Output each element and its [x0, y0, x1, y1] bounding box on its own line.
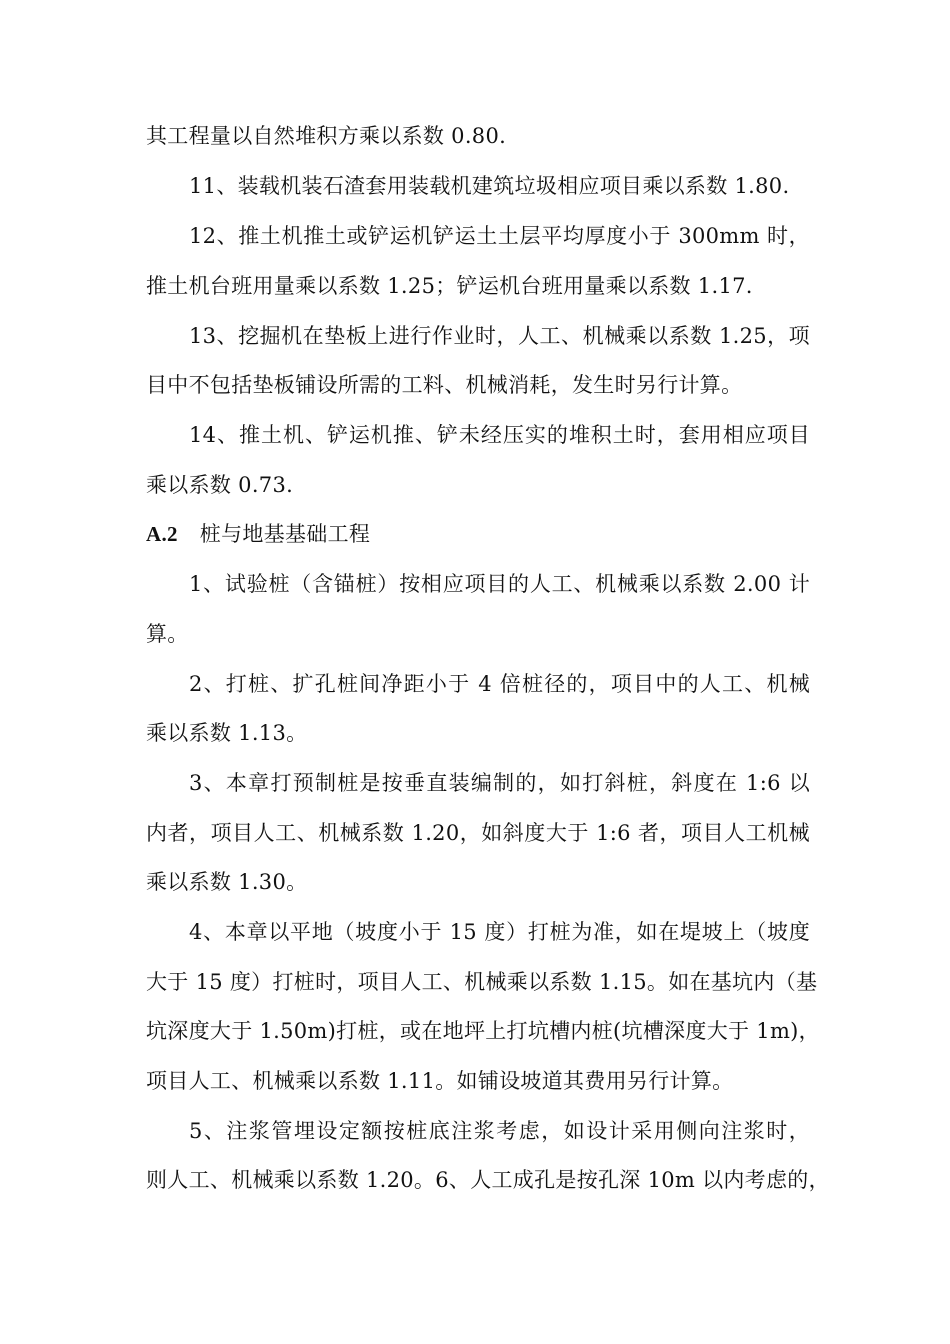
- text-line: 5、注浆管埋设定额按桩底注浆考虑，如设计采用侧向注浆时，: [189, 1119, 810, 1143]
- text-line: 则人工、机械乘以系数 1.20。6、人工成孔是按孔深 10m 以内考虑的，: [146, 1168, 830, 1192]
- text-line: 2、打桩、扩孔桩间净距小于 4 倍桩径的，项目中的人工、机械: [189, 672, 810, 696]
- text-line: 11、装载机装石渣套用装载机建筑垃圾相应项目乘以系数 1.80.: [189, 174, 790, 198]
- text-line: 14、推土机、铲运机推、铲未经压实的堆积土时，套用相应项目: [189, 423, 810, 447]
- section-title: 桩与地基基础工程: [199, 522, 371, 546]
- text-line: 算。: [146, 622, 189, 646]
- text-line: 3、本章打预制桩是按垂直装编制的，如打斜桩，斜度在 1:6 以: [189, 771, 810, 795]
- text-line: 内者，项目人工、机械系数 1.20，如斜度大于 1:6 者，项目人工机械: [146, 821, 810, 845]
- text-line: 坑深度大于 1.50m)打桩，或在地坪上打坑槽内桩(坑槽深度大于 1m)，: [146, 1019, 820, 1043]
- text-line: 4、本章以平地（坡度小于 15 度）打桩为准，如在堤坡上（坡度: [189, 920, 810, 944]
- text-line: 乘以系数 1.13。: [146, 721, 308, 745]
- text-line: 乘以系数 1.30。: [146, 870, 308, 894]
- text-line: 目中不包括垫板铺设所需的工料、机械消耗，发生时另行计算。: [146, 373, 743, 397]
- text-line: 12、推土机推土或铲运机铲运土土层平均厚度小于 300mm 时，: [189, 224, 810, 248]
- text-line: 大于 15 度）打桩时，项目人工、机械乘以系数 1.15。如在基坑内（基: [146, 970, 818, 994]
- text-line: 1、试验桩（含锚桩）按相应项目的人工、机械乘以系数 2.00 计: [189, 572, 810, 596]
- section-number: A.2: [146, 522, 178, 546]
- text-line: 项目人工、机械乘以系数 1.11。如铺设坡道其费用另行计算。: [146, 1069, 734, 1093]
- section-heading: [146, 519, 810, 549]
- text-line: 推土机台班用量乘以系数 1.25；铲运机台班用量乘以系数 1.17.: [146, 274, 753, 298]
- text-line: 13、挖掘机在垫板上进行作业时，人工、机械乘以系数 1.25，项: [189, 324, 810, 348]
- text-line: 其工程量以自然堆积方乘以系数 0.80.: [146, 124, 507, 148]
- text-line: 乘以系数 0.73.: [146, 473, 294, 497]
